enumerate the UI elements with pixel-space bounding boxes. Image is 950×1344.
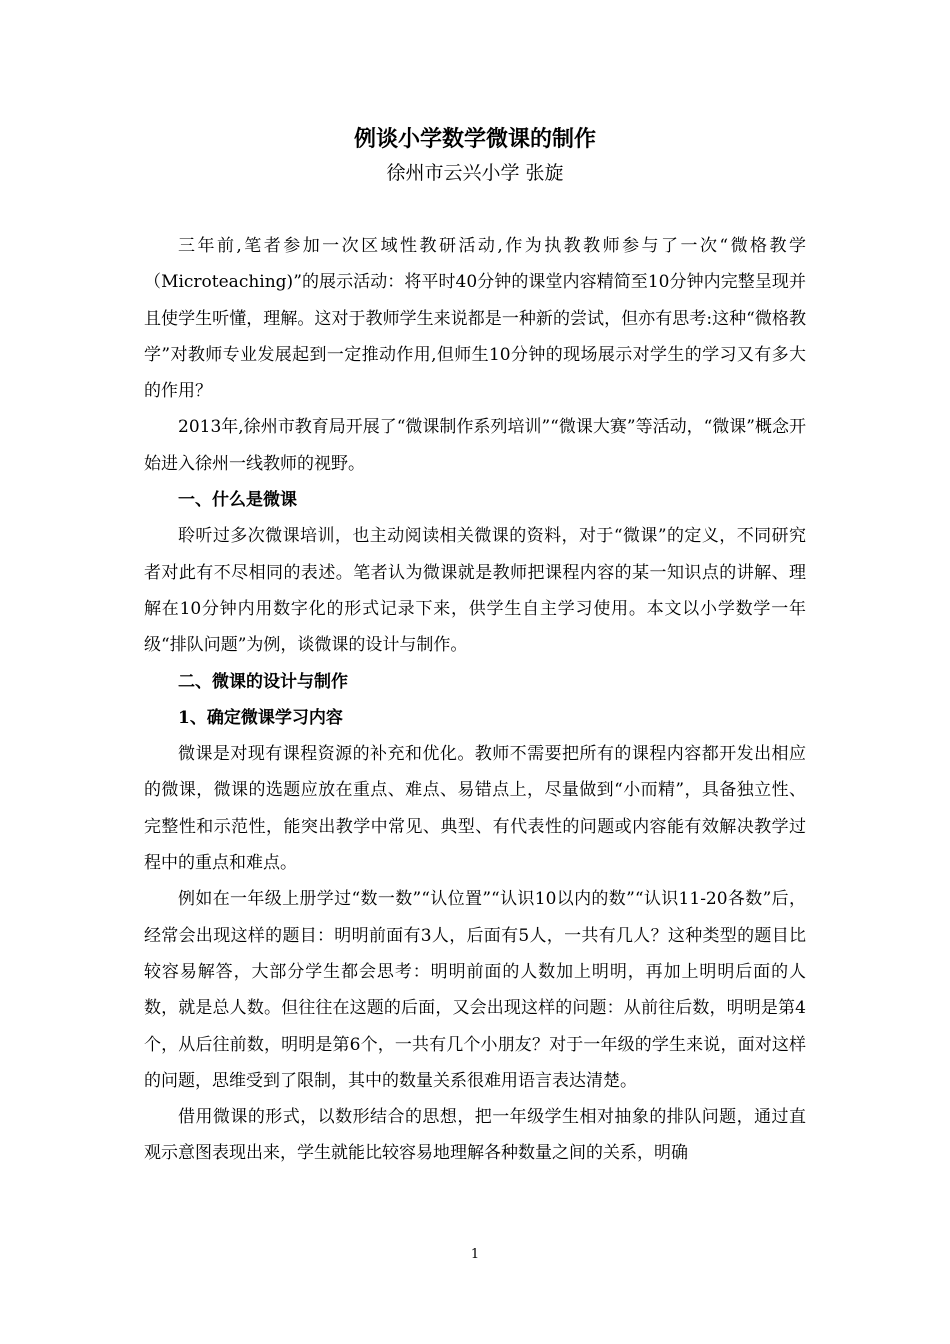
section-heading-design-and-production: 二、微课的设计与制作 (178, 671, 348, 692)
paragraph-method: 借用微课的形式，以数形结合的思想，把一年级学生相对抽象的排队问题，通过直观示意图表现出来，学生就能比较容易地理解各种数量之间的关系，明确 (144, 1107, 806, 1164)
section-heading-what-is-microcourse: 一、什么是微课 (178, 490, 297, 511)
paragraph-intro: 三年前,笔者参加一次区域性教研活动,作为执教教师参与了一次“微格教学（Microteaching)”的展示活动：将平时40分钟的课堂内容精简至10分钟内完整呈现并且使学生听懂，理解。这对于教师学生来说都是一种新的尝试，但亦有思考:这种“微格教学”对教师专业发展起到一定推动作用,但师生10分钟的现场展示对学生的学习又有多大的作用？ (144, 236, 806, 402)
paragraph-background: 2013年,徐州市教育局开展了“微课制作系列培训”“微课大赛”等活动，“微课”概念开始进入徐州一线教师的视野。 (144, 417, 806, 474)
paragraph-definition: 聆听过多次微课培训，也主动阅读相关微课的资料，对于“微课”的定义，不同研究者对此有不尽相同的表述。笔者认为微课就是教师把课程内容的某一知识点的讲解、理解在10分钟内用数字化的形式记录下来，供学生自主学习使用。本文以小学数学一年级“排队问题”为例，谈微课的设计与制作。 (144, 526, 806, 656)
document-body (144, 228, 806, 1172)
page-number: 1 (470, 1247, 480, 1262)
paragraph-content-selection: 微课是对现有课程资源的补充和优化。教师不需要把所有的课程内容都开发出相应的微课，微课的选题应放在重点、难点、易错点上，尽量做到“小而精”，具备独立性、完整性和示范性，能突出教学中常见、典型、有代表性的问题或内容能有效解决教学过程中的重点和难点。 (144, 744, 806, 874)
subsection-heading-content: 1、确定微课学习内容 (178, 707, 343, 728)
document-title: 例谈小学数学微课的制作 (353, 126, 596, 152)
paragraph-example: 例如在一年级上册学过“数一数”“认位置”“认识10以内的数”“认识11-20各数”后，经常会出现这样的题目：明明前面有3人，后面有5人，一共有几人？这种类型的题目比较容易解答，大部分学生都会思考：明明前面的人数加上明明，再加上明明后面的人数，就是总人数。但往往在这题的后面，又会出现这样的问题：从前往后数，明明是第4个，从后往前数，明明是第6个，一共有几个小朋友？对于一年级的学生来说，面对这样的问题，思维受到了限制，其中的数量关系很难用语言表达清楚。 (144, 889, 806, 1091)
document-author: 徐州市云兴小学 张旋 (386, 162, 564, 184)
